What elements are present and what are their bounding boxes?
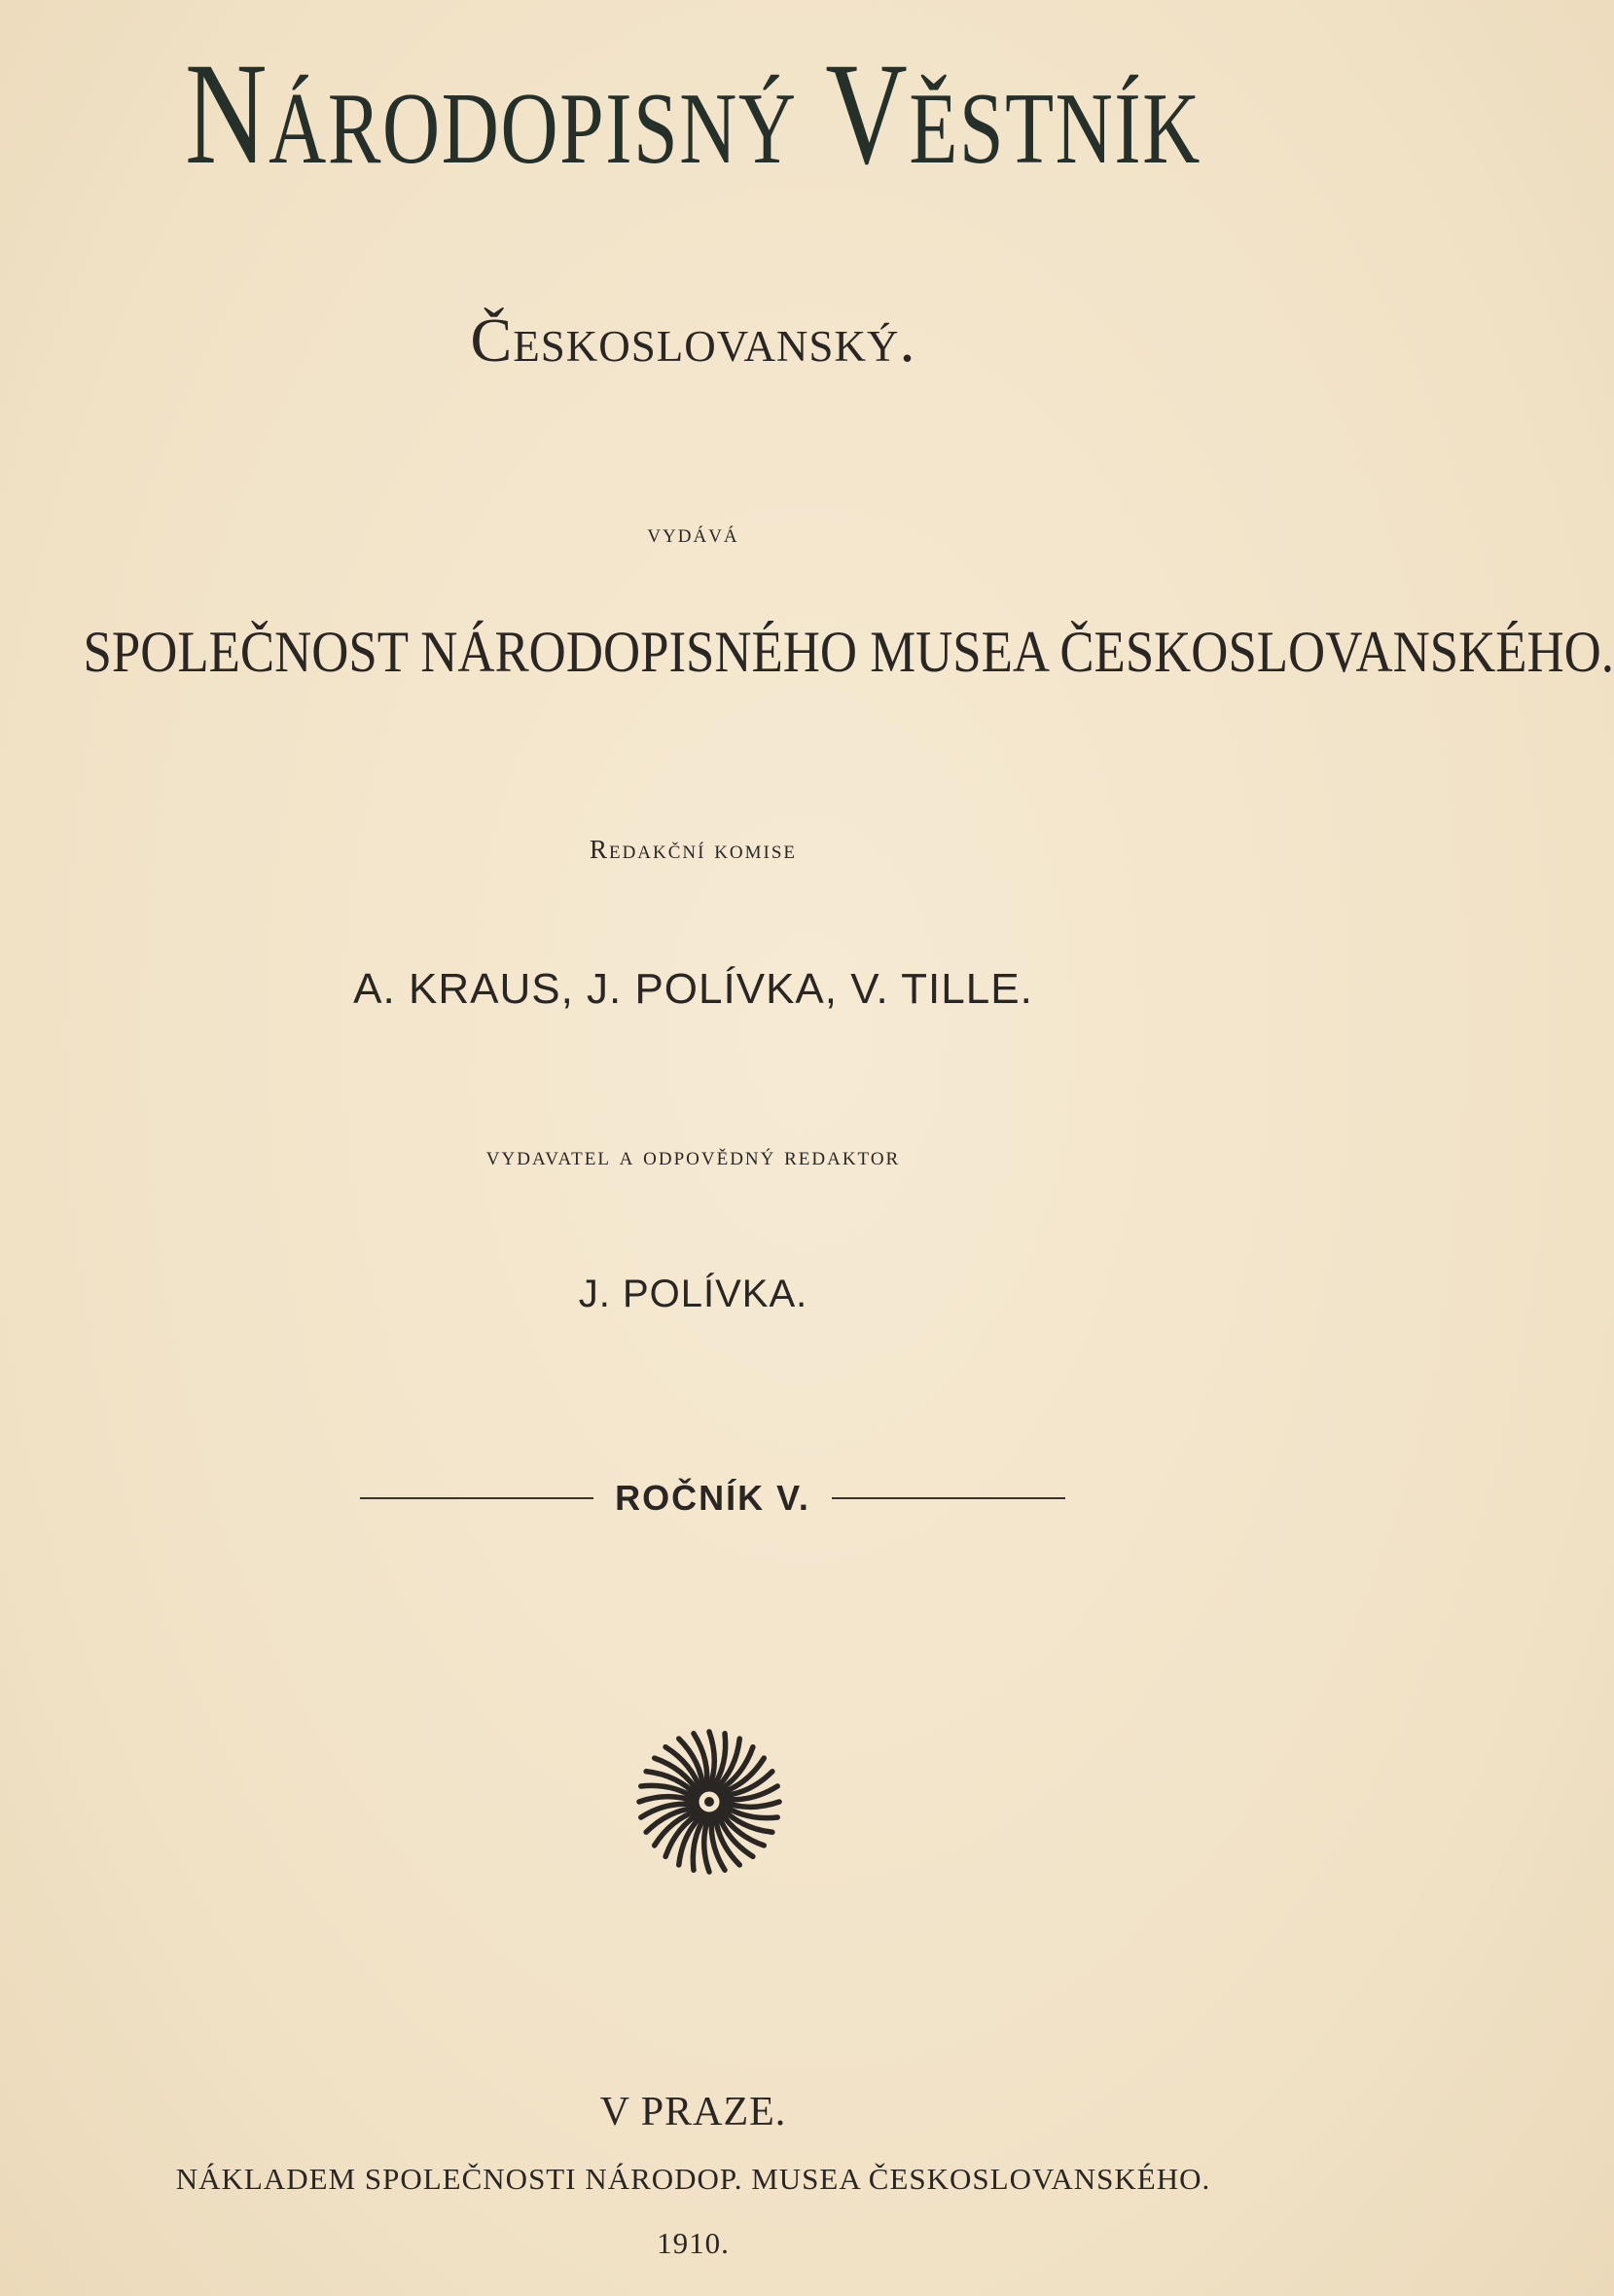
journal-title: Národopisný Věstník xyxy=(185,33,1202,195)
publisher-name: SPOLEČNOST NÁRODOPISNÉHO MUSEA ČESKOSLOVANSKÉHO. xyxy=(83,620,1614,684)
imprint-place: V PRAZE. xyxy=(599,2090,787,2135)
right-rule xyxy=(832,1497,1065,1499)
volume-label: ROČNÍK V. xyxy=(615,1478,810,1518)
left-rule xyxy=(360,1497,593,1499)
journal-subtitle: Českoslovanský. xyxy=(470,305,916,375)
editor-name: J. POLÍVKA. xyxy=(578,1273,808,1315)
committee-members: A. KRAUS, J. POLÍVKA, V. TILLE. xyxy=(353,965,1033,1013)
committee-label: Redakční komise xyxy=(589,835,798,864)
volume-row xyxy=(360,1477,1065,1520)
sunburst-ornament-icon xyxy=(634,1727,784,1877)
editor-label: vydavatel a odpovědný redaktor xyxy=(485,1141,901,1170)
published-by-label: vydává xyxy=(647,519,739,548)
imprint-year: 1910. xyxy=(657,2226,730,2260)
imprint-publisher: NÁKLADEM SPOLEČNOSTI NÁRODOP. MUSEA ČESKOSLOVANSKÉHO. xyxy=(175,2162,1211,2196)
